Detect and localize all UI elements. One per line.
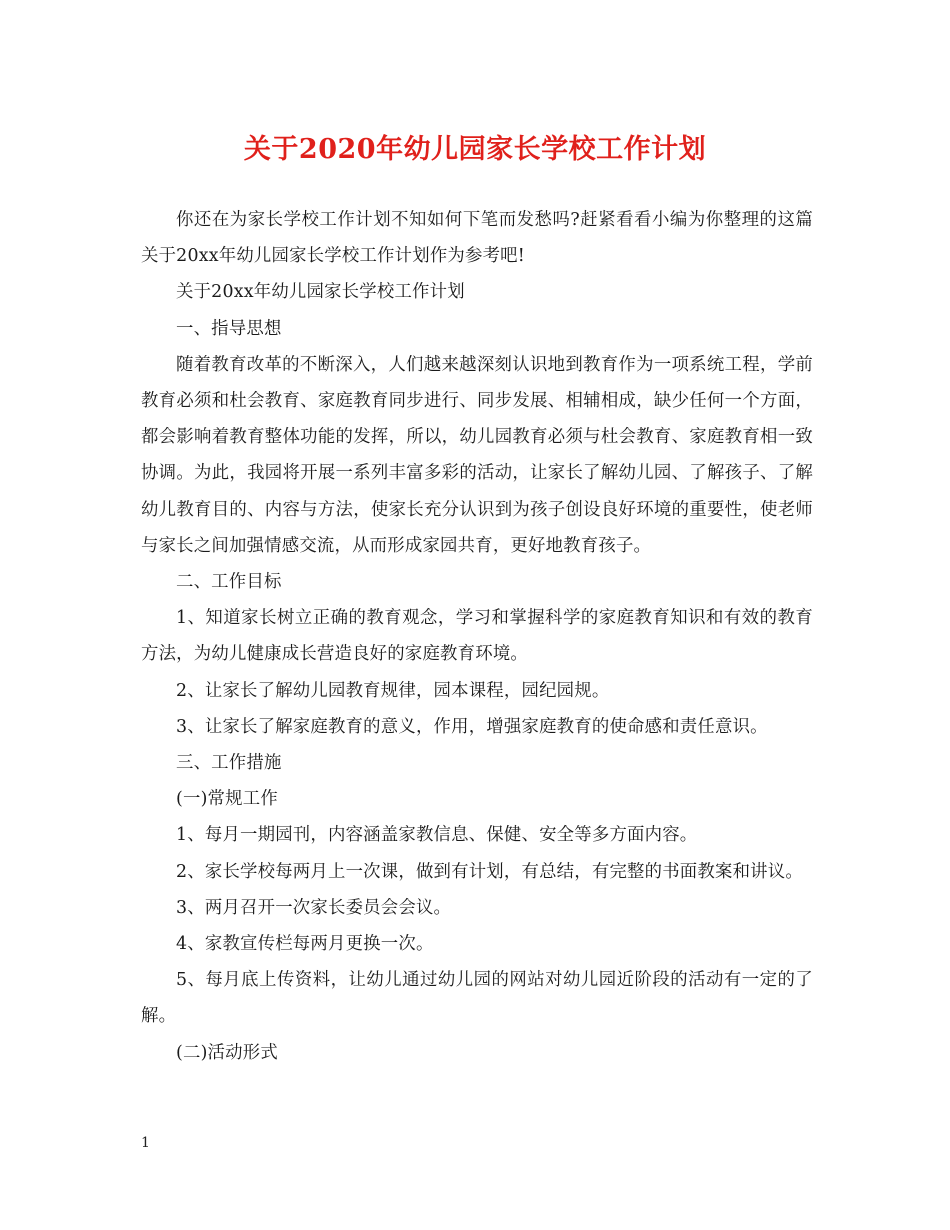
section-heading-work-goals: 二、工作目标 [176,572,282,593]
paragraph-subtitle: 关于20xx年幼儿园家长学校工作计划 [176,282,465,303]
list-item-routine-4: 4、家教宣传栏每两月更换一次。 [176,934,434,955]
section-heading-guiding-ideas: 一、指导思想 [176,318,282,339]
page-number: 1 [141,1135,150,1151]
list-item-goal-1: 1、知道家长树立正确的教育观念，学习和掌握科学的家庭教育知识和有效的教育方法，为幼儿健康成长营造良好的家庭教育环境。 [141,608,813,665]
paragraph-intro: 你还在为家长学校工作计划不知如何下笔而发愁吗?赶紧看看小编为你整理的这篇关于20xx年幼儿园家长学校工作计划作为参考吧! [141,210,813,267]
subsection-heading-routine-work: (一)常规工作 [176,789,278,810]
document-title: 关于2020年幼儿园家长学校工作计划 [243,134,707,165]
paragraph-guiding-ideas: 随着教育改革的不断深入，人们越来越深刻认识地到教育作为一项系统工程，学前教育必须和杜会教育、家庭教育同步进行、同步发展、相辅相成，缺少任何一个方面，都会影响着教育整体功能的发挥，所以，幼儿园教育必须与杜会教育、家庭教育相一致协调。为此，我园将开展一系列丰富多彩的活动，让家长了解幼儿园、了解孩子、了解幼儿教育目的、内容与方法，使家长充分认识到为孩子创设良好环境的重要性，使老师与家长之间加强情感交流，从而形成家园共育，更好地教育孩子。 [141,354,813,556]
subsection-heading-activity-forms: (二)活动形式 [176,1042,278,1063]
list-item-routine-1: 1、每月一期园刊，内容涵盖家教信息、保健、安全等多方面内容。 [176,825,698,846]
list-item-goal-2: 2、让家长了解幼儿园教育规律，园本课程，园纪园规。 [176,680,610,701]
list-item-routine-3: 3、两月召开一次家长委员会会议。 [176,897,452,918]
document-body [141,202,813,1071]
list-item-goal-3: 3、让家长了解家庭教育的意义，作用，增强家庭教育的使命感和责任意识。 [176,716,768,737]
list-item-routine-5: 5、每月底上传资料，让幼儿通过幼儿园的网站对幼儿园近阶段的活动有一定的了解。 [141,970,813,1027]
list-item-routine-2: 2、家长学校每两月上一次课，做到有计划，有总结，有完整的书面教案和讲议。 [176,861,803,882]
section-heading-work-measures: 三、工作措施 [176,753,282,774]
